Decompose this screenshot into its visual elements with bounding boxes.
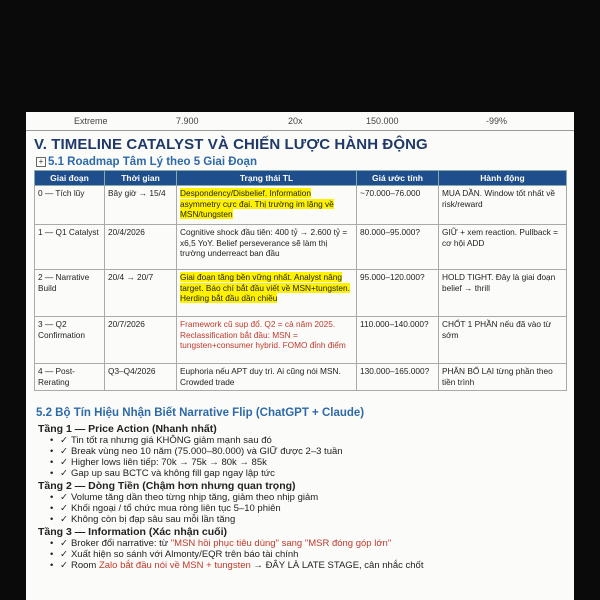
list-item-text: Gap up sau BCTC và không fill gap ngay lập tức	[70, 468, 275, 479]
table-header: Hành động	[439, 171, 567, 186]
list-item-text: Broker đổi narrative: từ	[70, 538, 171, 549]
table-header: Trạng thái TL	[177, 171, 357, 186]
table-cell: HOLD TIGHT. Đây là giai đoạn belief → thrill	[439, 270, 567, 317]
table-cell: Bây giờ → 15/4	[105, 186, 177, 225]
table-cell: MUA DẦN. Window tốt nhất về risk/reward	[439, 186, 567, 225]
table-cell: Euphoria nếu APT duy trì. Ai cũng nói MSN. Crowded trade	[177, 364, 357, 391]
table-cell: 110.000–140.000?	[357, 317, 439, 364]
table-cell	[177, 317, 357, 364]
table-move-handle-icon[interactable]: +	[36, 157, 46, 167]
table-header-row	[35, 171, 567, 186]
table-row	[35, 186, 567, 225]
table-row	[35, 317, 567, 364]
list-item	[38, 468, 568, 479]
table-cell: 20/4/2026	[105, 225, 177, 270]
list-item	[38, 538, 568, 549]
list-item-text: Xuất hiện so sánh với Almonty/EQR trên báo tài chính	[70, 549, 299, 560]
list-item	[38, 435, 568, 446]
red-text: "MSN hồi phục tiêu dùng" sang "MSR đóng góp lớn"	[170, 538, 392, 549]
list-item-text: Volume tăng dần theo từng nhịp tăng, giảm theo nhịp giảm	[70, 492, 319, 503]
list-item-text: Room	[70, 560, 99, 571]
checkmark-icon: ✓	[60, 514, 68, 525]
roadmap-table	[34, 170, 567, 391]
list-item	[38, 492, 568, 503]
tier-heading: Tầng 2 — Dòng Tiền (Chậm hơn nhưng quan trọng)	[38, 480, 296, 492]
checkmark-icon: ✓	[60, 446, 68, 457]
table-header: Giai đoạn	[35, 171, 105, 186]
table-cell: PHÂN BỔ LẠI từng phần theo tiền trình	[439, 364, 567, 391]
table-cell: CHỐT 1 PHẦN nếu đã vào từ sớm	[439, 317, 567, 364]
list-item-text: Tin tốt ra nhưng giá KHÔNG giảm mạnh sau đó	[70, 435, 272, 446]
table-cell: 3 — Q2 Confirmation	[35, 317, 105, 364]
list-item	[38, 457, 568, 468]
list-item-text: Higher lows liên tiếp: 70k → 75k → 80k → 85k	[70, 457, 267, 468]
table-cell	[177, 270, 357, 317]
prev-cell: 150.000	[366, 116, 399, 126]
list-item-text: Không còn bị đạp sâu sau mỗi lần tăng	[70, 514, 236, 525]
checkmark-icon: ✓	[60, 560, 68, 571]
table-cell: ~70.000–76.000	[357, 186, 439, 225]
checkmark-icon: ✓	[60, 538, 68, 549]
list-item	[38, 549, 568, 560]
table-cell: 2 — Narrative Build	[35, 270, 105, 317]
subsection-title-signals: 5.2 Bộ Tín Hiệu Nhận Biết Narrative Flip (ChatGPT + Claude)	[36, 407, 365, 419]
table-cell: 0 — Tích lũy	[35, 186, 105, 225]
table-cell: Q3–Q4/2026	[105, 364, 177, 391]
highlighted-text: Despondency/Disbelief. Information asymmetry cực đại. Thị trường im lặng về MSN/tungsten	[180, 188, 334, 219]
list-item-text: Break vùng neo 10 năm (75.000–80.000) và GIỮ được 2–3 tuần	[70, 446, 343, 457]
prev-cell: -99%	[486, 116, 508, 126]
list-item	[38, 560, 568, 571]
checkmark-icon: ✓	[60, 468, 68, 479]
table-row	[35, 364, 567, 391]
subsection-title-roadmap	[36, 156, 257, 168]
tier-heading: Tầng 3 — Information (Xác nhận cuối)	[38, 526, 228, 538]
checkmark-icon: ✓	[60, 549, 68, 560]
prev-cell: 7.900	[176, 116, 199, 126]
checkmark-icon: ✓	[60, 492, 68, 503]
highlighted-text: Giai đoạn tăng bền vững nhất. Analyst nâng target. Báo chí bắt đầu viết về MSN+tungsten. Herding bắt đầu dần chiều	[180, 272, 350, 303]
list-item-text: Khối ngoại / tổ chức mua ròng liên tục 5–10 phiên	[70, 503, 281, 514]
table-cell: 20/4 → 20/7	[105, 270, 177, 317]
red-text: Zalo bắt đầu nói về MSN + tungsten	[98, 560, 251, 571]
table-row	[35, 225, 567, 270]
table-cell: 80.000–95.000?	[357, 225, 439, 270]
table-cell: 95.000–120.000?	[357, 270, 439, 317]
signal-tiers	[38, 422, 568, 571]
table-row	[35, 270, 567, 317]
subsection-title-text: 5.1 Roadmap Tâm Lý theo 5 Giai Đoạn	[48, 156, 257, 168]
previous-table-row	[26, 112, 574, 131]
table-header: Thời gian	[105, 171, 177, 186]
tier-heading: Tầng 1 — Price Action (Nhanh nhất)	[38, 423, 217, 435]
table-cell: Cognitive shock đầu tiên: 400 tỷ → 2.600 tỷ = x6,5 YoY. Belief perseverance sẽ làm thị trường underreact ban đầu	[177, 225, 357, 270]
table-cell: 130.000–165.000?	[357, 364, 439, 391]
prev-cell: 20x	[288, 116, 303, 126]
list-item	[38, 503, 568, 514]
table-cell	[177, 186, 357, 225]
list-item	[38, 446, 568, 457]
section-title: V. TIMELINE CATALYST VÀ CHIẾN LƯỢC HÀNH ĐỘNG	[34, 136, 428, 153]
table-cell: 1 — Q1 Catalyst	[35, 225, 105, 270]
table-cell: 20/7/2026	[105, 317, 177, 364]
document-page	[26, 112, 574, 600]
table-cell: GIỮ + xem reaction. Pullback = cơ hội ADD	[439, 225, 567, 270]
table-cell: 4 — Post-Rerating	[35, 364, 105, 391]
red-text: Framework cũ sụp đổ. Q2 = cả năm 2025. Reclassification bắt đầu: MSN = tungsten+consumer hybrid. FOMO đỉnh điểm	[180, 319, 346, 350]
checkmark-icon: ✓	[60, 435, 68, 446]
prev-cell: Extreme	[74, 116, 108, 126]
checkmark-icon: ✓	[60, 503, 68, 514]
list-item	[38, 514, 568, 525]
list-item-text: → ĐÂY LÀ LATE STAGE, cân nhắc chốt	[250, 560, 424, 571]
checkmark-icon: ✓	[60, 457, 68, 468]
table-header: Giá ước tính	[357, 171, 439, 186]
